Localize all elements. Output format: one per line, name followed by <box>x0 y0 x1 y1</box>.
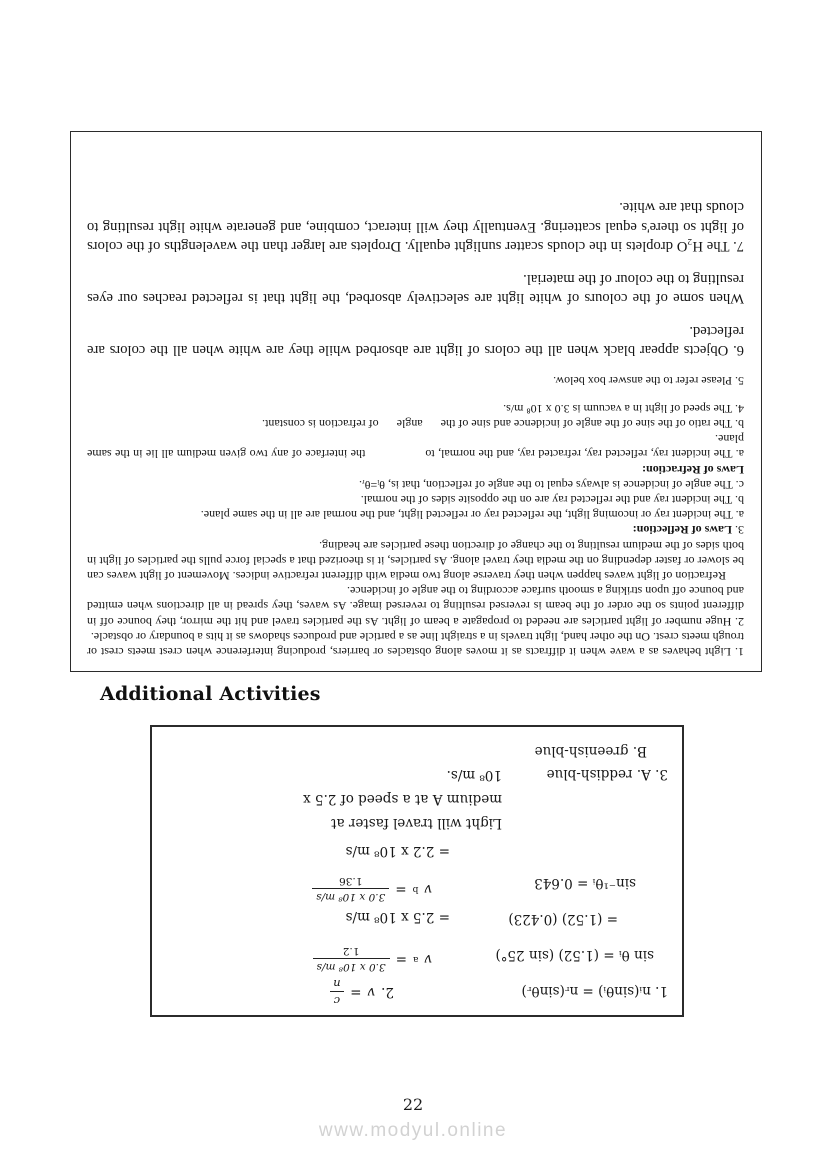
discussion-paragraph: 4. The speed of light in a vacuum is 3.0 x 10⁸ m/s. <box>503 401 744 416</box>
fraction-numerator: c <box>330 991 344 1007</box>
discussion-paragraph: 6. Objects appear black when all the colors of light are absorbed while they are white when all the colors are reflected. <box>87 322 744 359</box>
velocity-b-variable: v <box>424 880 432 897</box>
eq-velocity-index <box>330 976 394 1007</box>
discussion-small-text-section <box>87 372 744 659</box>
equals-sign: = <box>395 950 407 967</box>
eq-velocity-a-result: = 2.5 x 10⁸ m/s <box>345 909 450 925</box>
rotated-answer-content <box>152 727 682 1015</box>
discussion-paragraph: 5. Please refer to the answer box below. <box>553 373 744 388</box>
rotated-discussion-content <box>71 132 761 671</box>
answer-3b: B. greenish-blue <box>534 743 647 759</box>
eq-sin-product: = (1.52) (0.423) <box>508 911 618 927</box>
answer-item-3 <box>535 739 668 785</box>
discussion-paragraph: b. The incident ray and the reflected ray are on the opposite sides of the normal. <box>360 492 744 507</box>
fraction-numerator: 3.0 x 10⁸ m/s <box>313 958 390 973</box>
discussion-paragraph: c. The angle of incidence is always equal to the angle of reflection, that is, θᵢ=θᵣ. <box>359 477 744 492</box>
fraction-denominator: 1.2 <box>342 945 360 958</box>
answer-box <box>150 725 684 1017</box>
fraction-vb <box>312 875 389 903</box>
velocity-variable: v <box>367 983 376 1000</box>
conclusion-text: Light will travel faster at medium A at a speed of 2.5 x 10⁸ m/s. <box>303 767 502 831</box>
fraction-va <box>313 945 390 973</box>
fraction-numerator: 3.0 x 10⁸ m/s <box>312 888 389 903</box>
fraction-c-over-n <box>330 976 344 1007</box>
eq-sin-theta: sin θᵢ = (1.52) (sin 25°) <box>495 947 654 963</box>
discussion-paragraph: 2. Huge number of light particles are needed to propagate a beam of light. As the particles travel and hit the mirror, they bounce off in different points so the order of the beam is reversed resulting to reversed image. As waves, they spread in all directions when emitted and bounce off upon striking a smooth surface according to the angle of incidence. <box>87 584 744 629</box>
discussion-paragraph: Laws of Refraction: <box>642 462 744 477</box>
equals-sign: = <box>350 983 362 1000</box>
eq-arcsin-result: sin⁻¹θᵢ = 0.643 <box>534 875 636 891</box>
eq-number: 2. <box>381 983 394 1000</box>
eq-velocity-b-result: = 2.2 x 10⁸ m/s <box>345 843 450 859</box>
page-number: 22 <box>402 1095 424 1114</box>
discussion-paragraph: b. The ratio of the sine of the angle of incidence and sine of the angle of refraction is constant. <box>262 416 744 431</box>
equals-sign: = <box>395 880 407 897</box>
discussion-paragraph: Refraction of light waves happen when they traverse along two media with different refractive indices. Movement of light waves can be slower or faster depending on the media they travel along. As particles, it is theorized that a special force pulls the particles of light in both sides of the medium resulting to the change of direction these particles are heading. <box>87 538 744 583</box>
discussion-paragraph: 7. The H₂O droplets in the clouds scatter sunlight equally. Droplets are larger than the wavelengths of the colors of light so there's equal scattering. Eventually they will interact, combine, and generate white light resulting to clouds that are white. <box>87 199 744 255</box>
site-watermark: www.modyul.online <box>318 1120 508 1141</box>
discussion-paragraph: a. The incident ray, reflected ray, refracted ray, and the normal, to the interface of any two given medium all lie in the same plane. <box>87 432 744 462</box>
discussion-paragraph: 1. Light behaves as a wave when it diffracts as it moves along obstacles or barriers, producing interference when crest meets crest or trough meets crest. On the other hand, light travels in a straight line as a particle and produces shadows as it hits a boundary or obstacle. <box>87 629 744 659</box>
answer-3a: 3. A. reddish-blue <box>546 766 668 782</box>
eq-snells-law: 1. nᵢ(sinθᵢ) = nᵣ(sinθᵣ) <box>521 983 668 999</box>
discussion-paragraph: When some of the colours of white light are selectively absorbed, the light that is reflected reaches our eyes resulting to the colour of the material. <box>87 270 744 307</box>
discussion-paragraph: 3. Laws of Reflection: <box>632 523 744 538</box>
discussion-large-text-section <box>87 197 744 360</box>
discussion-paragraph: a. The incident ray or incoming light, the reflected ray or reflected light, and the normal are all in the same plane. <box>200 508 744 523</box>
eq-velocity-a: v a = 3.0 x 10⁸ m/s 1.2 <box>313 945 432 973</box>
velocity-a-variable: v <box>424 950 432 967</box>
fraction-denominator: 1.36 <box>339 875 363 888</box>
fraction-denominator: n <box>333 977 341 992</box>
discussion-box <box>70 131 762 672</box>
additional-activities-heading: Additional Activities <box>100 683 321 705</box>
eq-velocity-b: v b = 3.0 x 10⁸ m/s 1.36 <box>312 875 432 903</box>
